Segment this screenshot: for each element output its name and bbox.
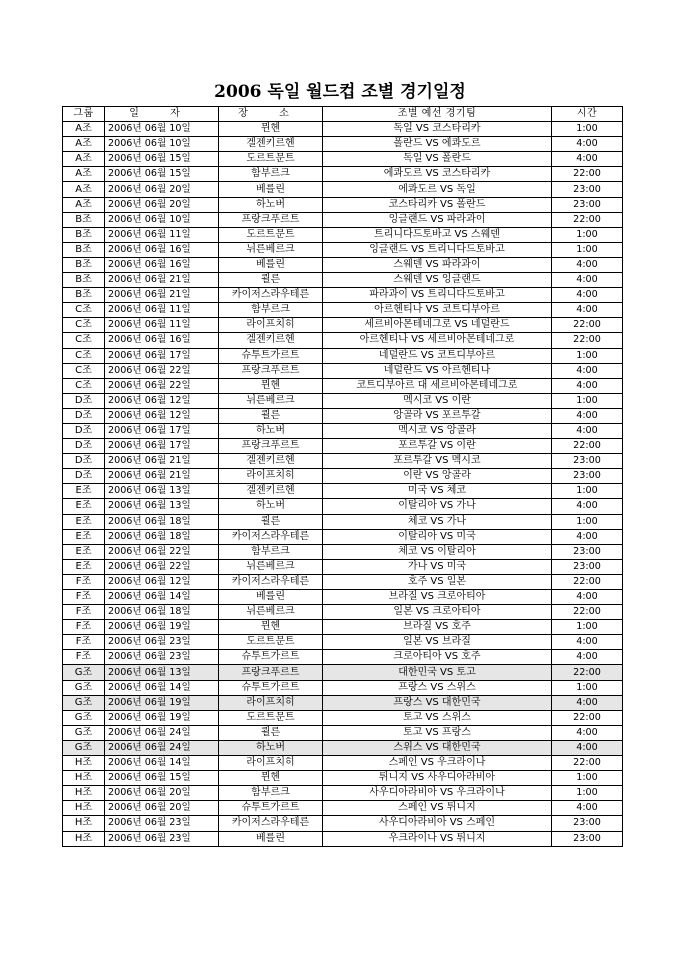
cell-time: 1:00	[552, 771, 623, 786]
cell-group: H조	[63, 831, 105, 846]
cell-time: 1:00	[552, 242, 623, 257]
table-row	[63, 408, 623, 423]
cell-match: 프랑스 VS 스위스	[323, 680, 552, 695]
cell-group: G조	[63, 725, 105, 740]
schedule-table	[62, 106, 623, 847]
page-title: 2006 독일 월드컵 조별 경기일정	[214, 82, 466, 102]
cell-date: 2006년 06월 13일	[105, 665, 219, 680]
cell-group: C조	[63, 333, 105, 348]
cell-time: 1:00	[552, 620, 623, 635]
cell-match: 잉글랜드 VS 트리니다드토바고	[323, 242, 552, 257]
table-row	[63, 514, 623, 529]
table-row	[63, 484, 623, 499]
cell-date: 2006년 06월 14일	[105, 756, 219, 771]
cell-venue: 뮌헨	[219, 122, 323, 137]
cell-date: 2006년 06월 23일	[105, 816, 219, 831]
table-row	[63, 499, 623, 514]
cell-match: 미국 VS 체코	[323, 484, 552, 499]
cell-group: A조	[63, 152, 105, 167]
cell-match: 앙골라 VS 포르투갈	[323, 408, 552, 423]
cell-group: D조	[63, 393, 105, 408]
cell-venue: 겔젠키르헨	[219, 333, 323, 348]
cell-date: 2006년 06월 13일	[105, 484, 219, 499]
cell-time: 22:00	[552, 756, 623, 771]
cell-date: 2006년 06월 11일	[105, 303, 219, 318]
cell-group: E조	[63, 499, 105, 514]
cell-group: F조	[63, 635, 105, 650]
cell-group: F조	[63, 620, 105, 635]
cell-match: 사우디아라비아 VS 스페인	[323, 816, 552, 831]
table-row	[63, 439, 623, 454]
cell-date: 2006년 06월 17일	[105, 439, 219, 454]
cell-group: G조	[63, 695, 105, 710]
cell-date: 2006년 06월 18일	[105, 514, 219, 529]
cell-date: 2006년 06월 11일	[105, 318, 219, 333]
table-row	[63, 680, 623, 695]
cell-venue: 겔젠키르헨	[219, 454, 323, 469]
cell-time: 4:00	[552, 152, 623, 167]
cell-venue: 하노버	[219, 740, 323, 755]
cell-time: 4:00	[552, 303, 623, 318]
cell-match: 포르투갈 VS 이란	[323, 439, 552, 454]
cell-group: D조	[63, 469, 105, 484]
cell-venue: 쾰른	[219, 408, 323, 423]
header-match: 조별 예선 경기팀	[323, 107, 552, 122]
cell-group: G조	[63, 665, 105, 680]
cell-group: C조	[63, 378, 105, 393]
cell-venue: 카이저스라우테른	[219, 816, 323, 831]
table-row	[63, 227, 623, 242]
cell-venue: 뉘른베르크	[219, 242, 323, 257]
cell-time: 23:00	[552, 544, 623, 559]
cell-date: 2006년 06월 21일	[105, 288, 219, 303]
cell-time: 23:00	[552, 197, 623, 212]
cell-venue: 도르트문트	[219, 227, 323, 242]
cell-venue: 베를린	[219, 182, 323, 197]
cell-time: 22:00	[552, 333, 623, 348]
cell-time: 4:00	[552, 257, 623, 272]
cell-group: H조	[63, 756, 105, 771]
cell-group: E조	[63, 559, 105, 574]
cell-date: 2006년 06월 14일	[105, 590, 219, 605]
cell-venue: 프랑크푸르트	[219, 665, 323, 680]
header-date: 일 자	[105, 107, 219, 122]
cell-time: 23:00	[552, 831, 623, 846]
table-row	[63, 710, 623, 725]
schedule-body	[63, 122, 623, 847]
cell-time: 23:00	[552, 469, 623, 484]
cell-group: F조	[63, 650, 105, 665]
cell-date: 2006년 06월 10일	[105, 212, 219, 227]
cell-group: E조	[63, 514, 105, 529]
cell-venue: 슈투트가르트	[219, 650, 323, 665]
cell-match: 아르헨티나 VS 코트디부아르	[323, 303, 552, 318]
cell-date: 2006년 06월 19일	[105, 710, 219, 725]
cell-match: 폴란드 VS 에콰도르	[323, 137, 552, 152]
table-row	[63, 590, 623, 605]
cell-date: 2006년 06월 14일	[105, 680, 219, 695]
table-row	[63, 544, 623, 559]
cell-match: 잉글랜드 VS 파라과이	[323, 212, 552, 227]
cell-group: C조	[63, 303, 105, 318]
cell-time: 4:00	[552, 137, 623, 152]
cell-date: 2006년 06월 23일	[105, 831, 219, 846]
cell-time: 4:00	[552, 529, 623, 544]
cell-venue: 프랑크푸르트	[219, 212, 323, 227]
cell-time: 22:00	[552, 318, 623, 333]
cell-venue: 쾰른	[219, 514, 323, 529]
cell-match: 코스타리카 VS 폴란드	[323, 197, 552, 212]
cell-match: 체코 VS 가나	[323, 514, 552, 529]
cell-group: F조	[63, 590, 105, 605]
table-row	[63, 318, 623, 333]
cell-group: F조	[63, 605, 105, 620]
cell-time: 22:00	[552, 212, 623, 227]
table-row	[63, 167, 623, 182]
cell-match: 크로아티아 VS 호주	[323, 650, 552, 665]
table-row	[63, 378, 623, 393]
cell-match: 이탈리아 VS 가나	[323, 499, 552, 514]
cell-date: 2006년 06월 12일	[105, 408, 219, 423]
cell-match: 멕시코 VS 앙골라	[323, 423, 552, 438]
cell-venue: 프랑크푸르트	[219, 363, 323, 378]
cell-time: 4:00	[552, 423, 623, 438]
table-row	[63, 333, 623, 348]
cell-match: 스위스 VS 대한민국	[323, 740, 552, 755]
cell-venue: 베를린	[219, 831, 323, 846]
cell-venue: 도르트문트	[219, 635, 323, 650]
cell-date: 2006년 06월 17일	[105, 348, 219, 363]
cell-date: 2006년 06월 21일	[105, 273, 219, 288]
cell-date: 2006년 06월 16일	[105, 333, 219, 348]
cell-match: 아르헨티나 VS 세르비아몬테네그로	[323, 333, 552, 348]
table-row	[63, 454, 623, 469]
cell-match: 독일 VS 코스타리카	[323, 122, 552, 137]
cell-match: 체코 VS 이탈리아	[323, 544, 552, 559]
table-row	[63, 469, 623, 484]
cell-date: 2006년 06월 15일	[105, 167, 219, 182]
cell-date: 2006년 06월 10일	[105, 137, 219, 152]
cell-time: 4:00	[552, 650, 623, 665]
cell-group: E조	[63, 484, 105, 499]
cell-time: 23:00	[552, 559, 623, 574]
cell-group: G조	[63, 710, 105, 725]
cell-time: 22:00	[552, 574, 623, 589]
cell-venue: 쾰른	[219, 725, 323, 740]
table-row	[63, 273, 623, 288]
table-row	[63, 635, 623, 650]
table-row	[63, 197, 623, 212]
cell-time: 4:00	[552, 740, 623, 755]
cell-time: 1:00	[552, 484, 623, 499]
table-row	[63, 650, 623, 665]
cell-time: 4:00	[552, 363, 623, 378]
cell-venue: 라이프치히	[219, 695, 323, 710]
header-row	[63, 107, 623, 122]
cell-date: 2006년 06월 12일	[105, 574, 219, 589]
cell-venue: 슈투트가르트	[219, 801, 323, 816]
cell-group: C조	[63, 363, 105, 378]
cell-match: 토고 VS 프랑스	[323, 725, 552, 740]
cell-venue: 라이프치히	[219, 756, 323, 771]
cell-match: 파라과이 VS 트리니다드토바고	[323, 288, 552, 303]
cell-group: H조	[63, 801, 105, 816]
cell-group: C조	[63, 348, 105, 363]
cell-date: 2006년 06월 22일	[105, 559, 219, 574]
cell-group: B조	[63, 242, 105, 257]
cell-time: 4:00	[552, 408, 623, 423]
cell-match: 포르투갈 VS 멕시코	[323, 454, 552, 469]
cell-date: 2006년 06월 18일	[105, 605, 219, 620]
cell-time: 4:00	[552, 725, 623, 740]
cell-group: B조	[63, 212, 105, 227]
cell-time: 4:00	[552, 378, 623, 393]
cell-time: 4:00	[552, 273, 623, 288]
cell-venue: 뮌헨	[219, 771, 323, 786]
cell-date: 2006년 06월 16일	[105, 242, 219, 257]
cell-match: 이탈리아 VS 미국	[323, 529, 552, 544]
cell-group: G조	[63, 680, 105, 695]
table-row	[63, 816, 623, 831]
cell-match: 트리니다드토바고 VS 스웨덴	[323, 227, 552, 242]
table-row	[63, 363, 623, 378]
cell-venue: 뮌헨	[219, 620, 323, 635]
cell-group: D조	[63, 423, 105, 438]
cell-match: 일본 VS 브라질	[323, 635, 552, 650]
cell-date: 2006년 06월 10일	[105, 122, 219, 137]
cell-time: 4:00	[552, 499, 623, 514]
cell-date: 2006년 06월 15일	[105, 771, 219, 786]
cell-date: 2006년 06월 21일	[105, 454, 219, 469]
table-row	[63, 212, 623, 227]
table-row	[63, 740, 623, 755]
cell-time: 4:00	[552, 288, 623, 303]
table-row	[63, 137, 623, 152]
cell-group: A조	[63, 122, 105, 137]
cell-match: 네덜란드 VS 코트디부아르	[323, 348, 552, 363]
cell-match: 일본 VS 크로아티아	[323, 605, 552, 620]
cell-group: B조	[63, 227, 105, 242]
cell-time: 23:00	[552, 816, 623, 831]
cell-venue: 도르트문트	[219, 152, 323, 167]
cell-match: 사우디아라비아 VS 우크라이나	[323, 786, 552, 801]
cell-venue: 카이저스라우테른	[219, 288, 323, 303]
cell-date: 2006년 06월 21일	[105, 469, 219, 484]
cell-venue: 뉘른베르크	[219, 393, 323, 408]
cell-date: 2006년 06월 19일	[105, 695, 219, 710]
cell-time: 23:00	[552, 454, 623, 469]
cell-match: 스웨덴 VS 파라과이	[323, 257, 552, 272]
cell-time: 1:00	[552, 227, 623, 242]
cell-date: 2006년 06월 17일	[105, 423, 219, 438]
table-row	[63, 725, 623, 740]
cell-venue: 하노버	[219, 499, 323, 514]
table-row	[63, 559, 623, 574]
cell-match: 대한민국 VS 토고	[323, 665, 552, 680]
cell-date: 2006년 06월 19일	[105, 620, 219, 635]
cell-group: E조	[63, 544, 105, 559]
cell-group: A조	[63, 137, 105, 152]
cell-date: 2006년 06월 20일	[105, 182, 219, 197]
cell-match: 코트디부아르 대 세르비아몬테네그로	[323, 378, 552, 393]
table-row	[63, 665, 623, 680]
cell-group: H조	[63, 771, 105, 786]
table-row	[63, 152, 623, 167]
table-row	[63, 756, 623, 771]
cell-venue: 겔젠키르헨	[219, 484, 323, 499]
cell-match: 에콰도르 VS 독일	[323, 182, 552, 197]
cell-venue: 함부르크	[219, 544, 323, 559]
table-row	[63, 620, 623, 635]
cell-date: 2006년 06월 22일	[105, 544, 219, 559]
table-row	[63, 393, 623, 408]
cell-date: 2006년 06월 24일	[105, 740, 219, 755]
cell-time: 22:00	[552, 665, 623, 680]
table-row	[63, 303, 623, 318]
cell-match: 독일 VS 폴란드	[323, 152, 552, 167]
cell-venue: 슈투트가르트	[219, 348, 323, 363]
cell-group: B조	[63, 273, 105, 288]
cell-group: A조	[63, 182, 105, 197]
cell-time: 1:00	[552, 393, 623, 408]
cell-venue: 함부르크	[219, 786, 323, 801]
cell-venue: 라이프치히	[219, 469, 323, 484]
cell-date: 2006년 06월 16일	[105, 257, 219, 272]
cell-match: 스페인 VS 튀니지	[323, 801, 552, 816]
cell-date: 2006년 06월 20일	[105, 801, 219, 816]
cell-date: 2006년 06월 13일	[105, 499, 219, 514]
cell-time: 1:00	[552, 122, 623, 137]
cell-match: 멕시코 VS 이란	[323, 393, 552, 408]
cell-match: 브라질 VS 크로아티아	[323, 590, 552, 605]
cell-group: D조	[63, 408, 105, 423]
cell-match: 우크라이나 VS 튀니지	[323, 831, 552, 846]
header-venue: 장 소	[219, 107, 323, 122]
table-row	[63, 242, 623, 257]
header-time: 시간	[552, 107, 623, 122]
cell-date: 2006년 06월 22일	[105, 378, 219, 393]
cell-group: A조	[63, 167, 105, 182]
cell-venue: 하노버	[219, 423, 323, 438]
table-row	[63, 257, 623, 272]
cell-time: 22:00	[552, 605, 623, 620]
table-row	[63, 529, 623, 544]
cell-match: 스웨덴 VS 잉글랜드	[323, 273, 552, 288]
cell-time: 4:00	[552, 635, 623, 650]
cell-date: 2006년 06월 23일	[105, 635, 219, 650]
cell-group: D조	[63, 454, 105, 469]
cell-time: 22:00	[552, 167, 623, 182]
cell-venue: 겔젠키르헨	[219, 137, 323, 152]
table-row	[63, 605, 623, 620]
cell-time: 22:00	[552, 439, 623, 454]
cell-date: 2006년 06월 18일	[105, 529, 219, 544]
cell-date: 2006년 06월 15일	[105, 152, 219, 167]
table-row	[63, 786, 623, 801]
cell-venue: 베를린	[219, 257, 323, 272]
table-row	[63, 801, 623, 816]
cell-date: 2006년 06월 22일	[105, 363, 219, 378]
table-row	[63, 574, 623, 589]
cell-venue: 함부르크	[219, 167, 323, 182]
cell-group: H조	[63, 816, 105, 831]
table-row	[63, 288, 623, 303]
cell-time: 1:00	[552, 348, 623, 363]
cell-venue: 쾰른	[219, 273, 323, 288]
table-row	[63, 348, 623, 363]
cell-group: C조	[63, 318, 105, 333]
table-row	[63, 122, 623, 137]
cell-group: B조	[63, 257, 105, 272]
cell-venue: 슈투트가르트	[219, 680, 323, 695]
cell-match: 튀니지 VS 사우디아라비아	[323, 771, 552, 786]
table-row	[63, 423, 623, 438]
cell-match: 세르비아몬테네그로 VS 네덜란드	[323, 318, 552, 333]
cell-venue: 카이저스라우테른	[219, 574, 323, 589]
cell-group: B조	[63, 288, 105, 303]
cell-group: D조	[63, 439, 105, 454]
cell-venue: 카이저스라우테른	[219, 529, 323, 544]
header-group: 그룹	[63, 107, 105, 122]
cell-time: 1:00	[552, 514, 623, 529]
cell-time: 4:00	[552, 695, 623, 710]
cell-date: 2006년 06월 20일	[105, 786, 219, 801]
cell-time: 22:00	[552, 710, 623, 725]
cell-venue: 베를린	[219, 590, 323, 605]
cell-match: 이란 VS 앙골라	[323, 469, 552, 484]
cell-match: 토고 VS 스위스	[323, 710, 552, 725]
cell-date: 2006년 06월 23일	[105, 650, 219, 665]
cell-time: 4:00	[552, 590, 623, 605]
table-row	[63, 831, 623, 846]
cell-time: 1:00	[552, 786, 623, 801]
cell-venue: 뉘른베르크	[219, 559, 323, 574]
cell-time: 1:00	[552, 680, 623, 695]
table-row	[63, 182, 623, 197]
cell-match: 에콰도르 VS 코스타리카	[323, 167, 552, 182]
cell-match: 네덜란드 VS 아르헨티나	[323, 363, 552, 378]
cell-venue: 도르트문트	[219, 710, 323, 725]
cell-group: G조	[63, 740, 105, 755]
cell-date: 2006년 06월 20일	[105, 197, 219, 212]
cell-date: 2006년 06월 11일	[105, 227, 219, 242]
cell-group: F조	[63, 574, 105, 589]
cell-match: 가나 VS 미국	[323, 559, 552, 574]
cell-date: 2006년 06월 24일	[105, 725, 219, 740]
cell-date: 2006년 06월 12일	[105, 393, 219, 408]
cell-time: 23:00	[552, 182, 623, 197]
cell-venue: 뉘른베르크	[219, 605, 323, 620]
cell-venue: 하노버	[219, 197, 323, 212]
cell-match: 스페인 VS 우크라이나	[323, 756, 552, 771]
cell-venue: 프랑크푸르트	[219, 439, 323, 454]
table-row	[63, 771, 623, 786]
cell-group: A조	[63, 197, 105, 212]
cell-venue: 뮌헨	[219, 378, 323, 393]
cell-venue: 라이프치히	[219, 318, 323, 333]
cell-venue: 함부르크	[219, 303, 323, 318]
table-row	[63, 695, 623, 710]
cell-match: 호주 VS 일본	[323, 574, 552, 589]
cell-match: 브라질 VS 호주	[323, 620, 552, 635]
cell-group: H조	[63, 786, 105, 801]
cell-group: E조	[63, 529, 105, 544]
cell-time: 4:00	[552, 801, 623, 816]
cell-match: 프랑스 VS 대한민국	[323, 695, 552, 710]
